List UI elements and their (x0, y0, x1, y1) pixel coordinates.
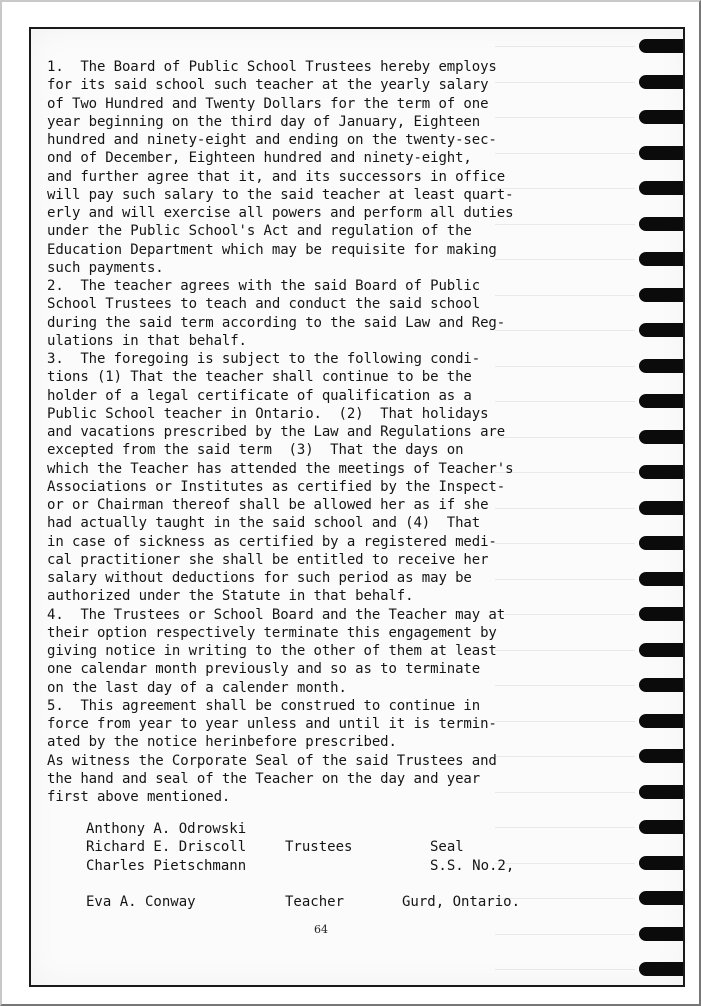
bleed-through-line (495, 721, 635, 722)
binding-ring (639, 217, 683, 231)
binding-ring (639, 678, 683, 692)
location: Gurd, Ontario. (402, 893, 521, 910)
binding-ring (639, 749, 683, 763)
bleed-through-line (495, 153, 635, 154)
binding-ring (639, 39, 683, 53)
bleed-through-line (495, 508, 635, 509)
binding-ring (639, 75, 683, 89)
binding-ring (639, 714, 683, 728)
signature-row (86, 838, 586, 856)
signature-row (86, 820, 586, 838)
bleed-through-line (495, 117, 635, 118)
bleed-through-line (495, 685, 635, 686)
trustees-label: Trustees (285, 839, 353, 856)
bleed-through-line (495, 650, 635, 651)
binding-ring (639, 146, 683, 160)
trustee-name: Richard E. Driscoll (86, 839, 247, 856)
teacher-signature-row (86, 893, 586, 911)
bleed-through-line (495, 969, 635, 970)
bleed-through-line (495, 827, 635, 828)
clause-5: 5. This agreement shall be construed to continue in force from year to year unless and until it is termin- ated by the notice herinbefore prescribed. (47, 697, 497, 751)
document-page (31, 29, 683, 985)
bleed-through-line (495, 46, 635, 47)
spiral-binding (637, 29, 683, 985)
binding-ring (639, 820, 683, 834)
bleed-through-line (495, 259, 635, 260)
bleed-through-line (495, 188, 635, 189)
bleed-through-line (495, 366, 635, 367)
witness-clause: As witness the Corporate Seal of the said Trustees and the hand and seal of the Teacher on the day and year first above mentioned. (47, 752, 497, 805)
teacher-name: Eva A. Conway (86, 893, 196, 910)
binding-ring (639, 536, 683, 550)
bleed-through-line (495, 401, 635, 402)
clause-4: 4. The Trustees or School Board and the Teacher may at their option respectively terminate this engagement by giving notice in writing to the other of them at least one calendar month previously and so as to terminate on the last day of a calender month. (47, 606, 506, 696)
binding-ring (639, 643, 683, 657)
binding-ring (639, 288, 683, 302)
trustee-name: Anthony A. Odrowski (86, 821, 247, 837)
binding-ring (639, 572, 683, 586)
bleed-through-line (495, 224, 635, 225)
page-number: 64 (314, 923, 328, 936)
binding-ring (639, 962, 683, 976)
binding-ring (639, 323, 683, 337)
trustee-name: Charles Pietschmann (86, 857, 247, 874)
binding-ring (639, 181, 683, 195)
signature-row (86, 857, 586, 875)
bleed-through-line (495, 437, 635, 438)
clause-2: 2. The teacher agrees with the said Board of Public School Trustees to teach and conduct the said school during the said term according to the said Law and Reg- ulations in that behalf. (47, 278, 506, 349)
binding-ring (639, 607, 683, 621)
clause-3: 3. The foregoing is subject to the following condi- tions (1) That the teacher shall continue to be the holder of a legal certificate of qualification as a Public School teacher in Ontario. (2) That holidays and vacations prescribed by the Law and Regulations are excepted from the said term (3) That the days on which the Teacher has attended the meetings of Teacher's Associations or Institutes as certified by the Inspect- or or Chairman thereof shall be allowed her as if she had actually taught in the said school and (4) That in case of sickness as certified by a registered medi- cal practitioner she shall be entitled to receive her salary without deductions for such period as may be authorized under the Statute in that behalf. (47, 351, 514, 605)
agreement-text (47, 58, 567, 806)
binding-ring (639, 359, 683, 373)
bleed-through-line (495, 792, 635, 793)
bleed-through-line (495, 295, 635, 296)
bleed-through-line (495, 756, 635, 757)
bleed-through-line (495, 934, 635, 935)
bleed-through-line (495, 472, 635, 473)
bleed-through-line (495, 614, 635, 615)
bleed-through-line (495, 863, 635, 864)
binding-ring (639, 465, 683, 479)
clause-1: 1. The Board of Public School Trustees hereby employs for its said school such teacher at the yearly salary of Two Hundred and Twenty Dollars for the term of one year beginning on the third day of January, Eighteen hundred and ninety-eight and ending on the twenty-sec- ond of December, Eighteen hundred and ninety-eight, and further agree that it, and its successors in office will pay such salary to the said teacher at least quart- erly and will exercise all powers and perform all duties under the Public School's Act and regulation of the Education Department which may be requisite for making such payments. (47, 59, 514, 276)
binding-ring (639, 891, 683, 905)
bleed-through-line (495, 579, 635, 580)
binding-ring (639, 110, 683, 124)
bleed-through-line (495, 898, 635, 899)
binding-ring (639, 501, 683, 515)
bleed-through-line (495, 82, 635, 83)
binding-ring (639, 927, 683, 941)
seal-label: Seal (430, 839, 464, 856)
school-section: S.S. No.2, (430, 857, 515, 874)
teacher-label: Teacher (285, 893, 345, 910)
bleed-through-line (495, 330, 635, 331)
binding-ring (639, 785, 683, 799)
bleed-through-line (495, 543, 635, 544)
binding-ring (639, 430, 683, 444)
binding-ring (639, 252, 683, 266)
binding-ring (639, 856, 683, 870)
binding-ring (639, 394, 683, 408)
